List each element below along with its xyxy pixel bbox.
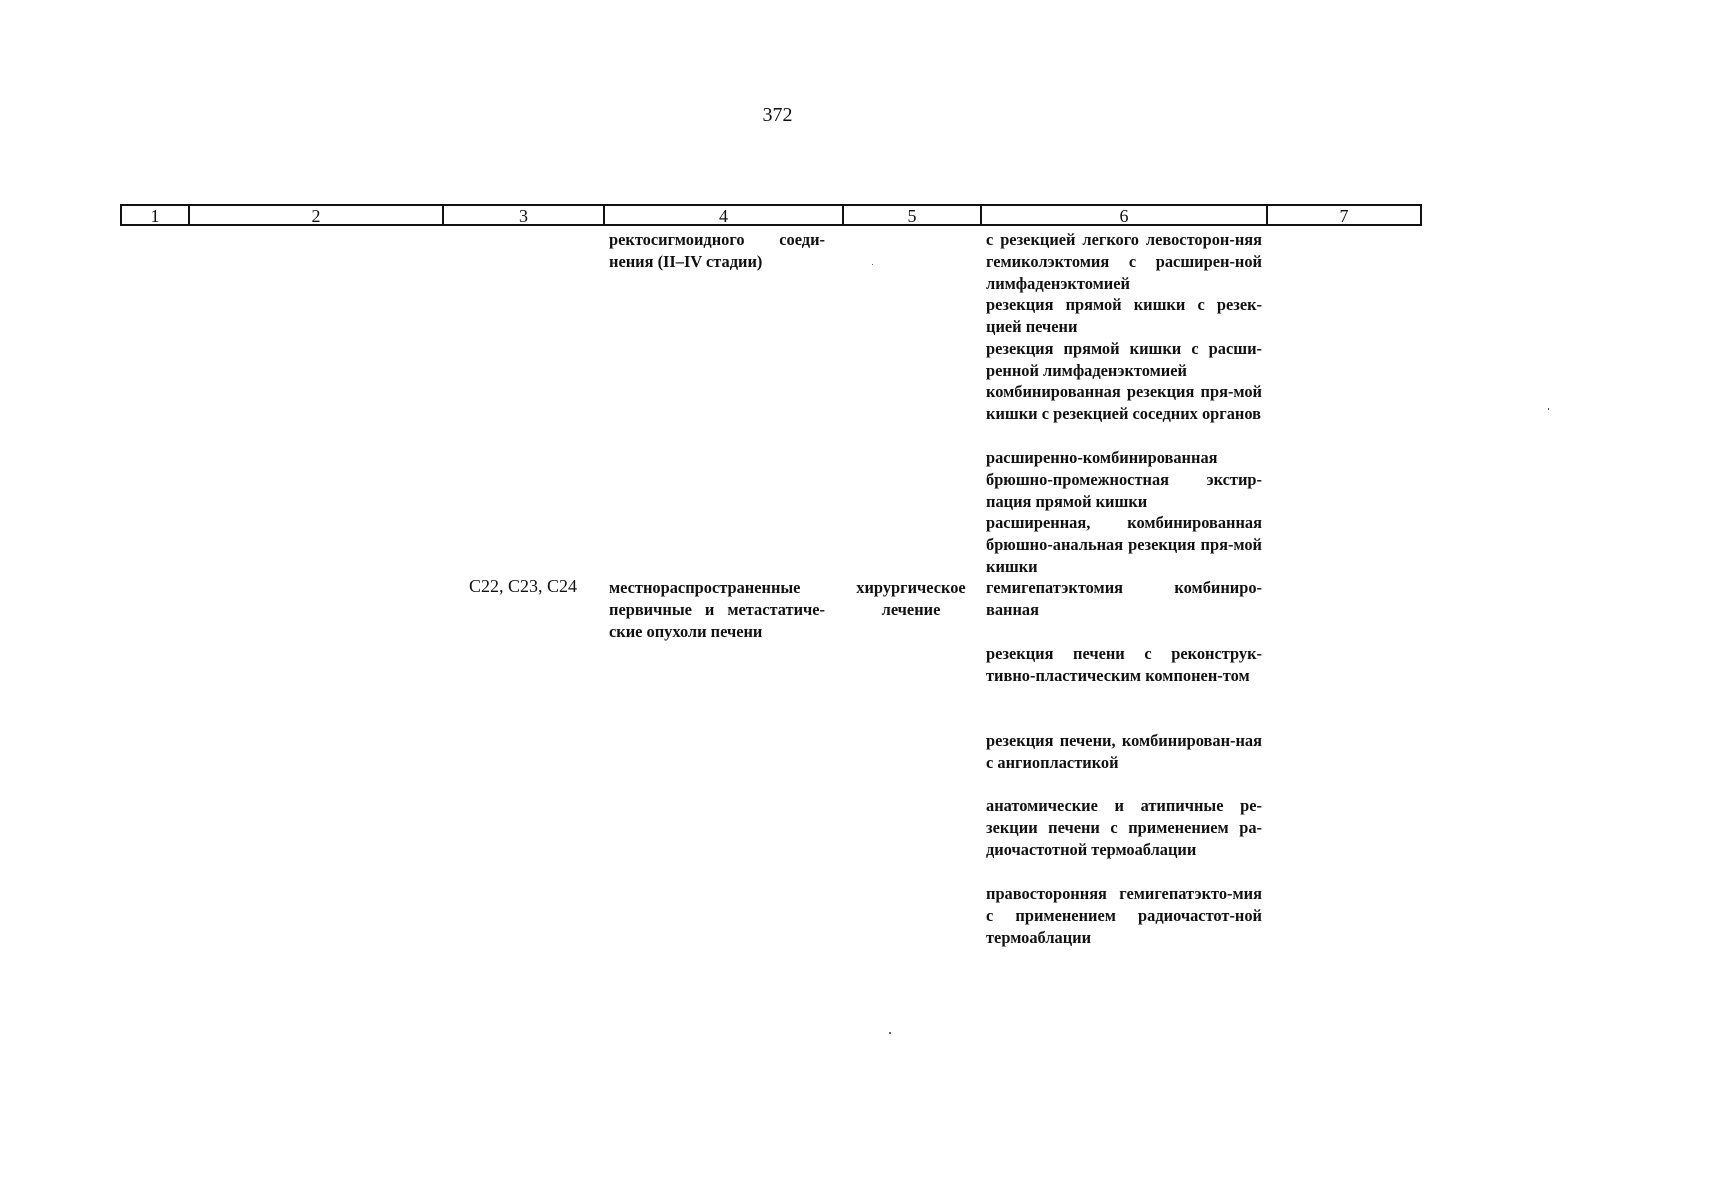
icd-code-cell: C22, C23, C24 <box>468 576 578 596</box>
treatment-method-cell: расширенная, комбинированная брюшно-анальная резекция пря-мой кишки <box>986 513 1262 576</box>
treatment-method-cell: расширенно-комбинированная брюшно-промежностная экстир-пация прямой кишки <box>986 448 1262 511</box>
treatment-method-cell: резекция прямой кишки с резек-цией печени <box>986 295 1262 336</box>
treatment-type-cell: хирургическое лечение <box>856 578 966 619</box>
page-number: 372 <box>762 104 793 126</box>
column-number-7: 7 <box>1339 206 1349 226</box>
treatment-method-cell: резекция прямой кишки с расши-ренной лимфаденэктомией <box>986 339 1262 380</box>
treatment-method-cell: гемигепатэктомия комбиниро-ванная <box>986 578 1262 619</box>
column-number-4: 4 <box>605 206 844 224</box>
treatment-method-cell: резекция печени, комбинирован-ная с ангиопластикой <box>986 731 1262 772</box>
column-number-5: 5 <box>844 206 982 224</box>
column-number-1: 1 <box>122 206 190 224</box>
treatment-method-cell: с резекцией легкого левосторон-няя гемиколэктомия с расширен-ной лимфаденэктомией <box>986 230 1262 293</box>
treatment-method-cell: комбинированная резекция пря-мой кишки с резекцией соседних органов <box>986 382 1262 423</box>
treatment-method-cell: резекция печени с реконструк-тивно-пластическим компонен-том <box>986 644 1262 685</box>
diagnosis-cell: местнораспространенные первичные и метастатиче-ские опухоли печени <box>609 578 825 641</box>
table-header-row <box>120 204 1422 226</box>
scan-speck <box>872 264 873 265</box>
column-number-3: 3 <box>444 206 605 224</box>
column-number-6: 6 <box>982 206 1268 224</box>
column-number-2: 2 <box>190 206 444 224</box>
treatment-method-cell: анатомические и атипичные ре-зекции печени с применением ра-диочастотной термоаблации <box>986 796 1262 859</box>
diagnosis-cell: ректосигмоидного соеди-нения (II–IV стадии) <box>609 230 825 271</box>
treatment-method-cell: правосторонняя гемигепатэкто-мия с применением радиочастот-ной термоаблации <box>986 884 1262 947</box>
scan-speck <box>1548 408 1549 410</box>
scan-speck <box>889 1032 891 1034</box>
